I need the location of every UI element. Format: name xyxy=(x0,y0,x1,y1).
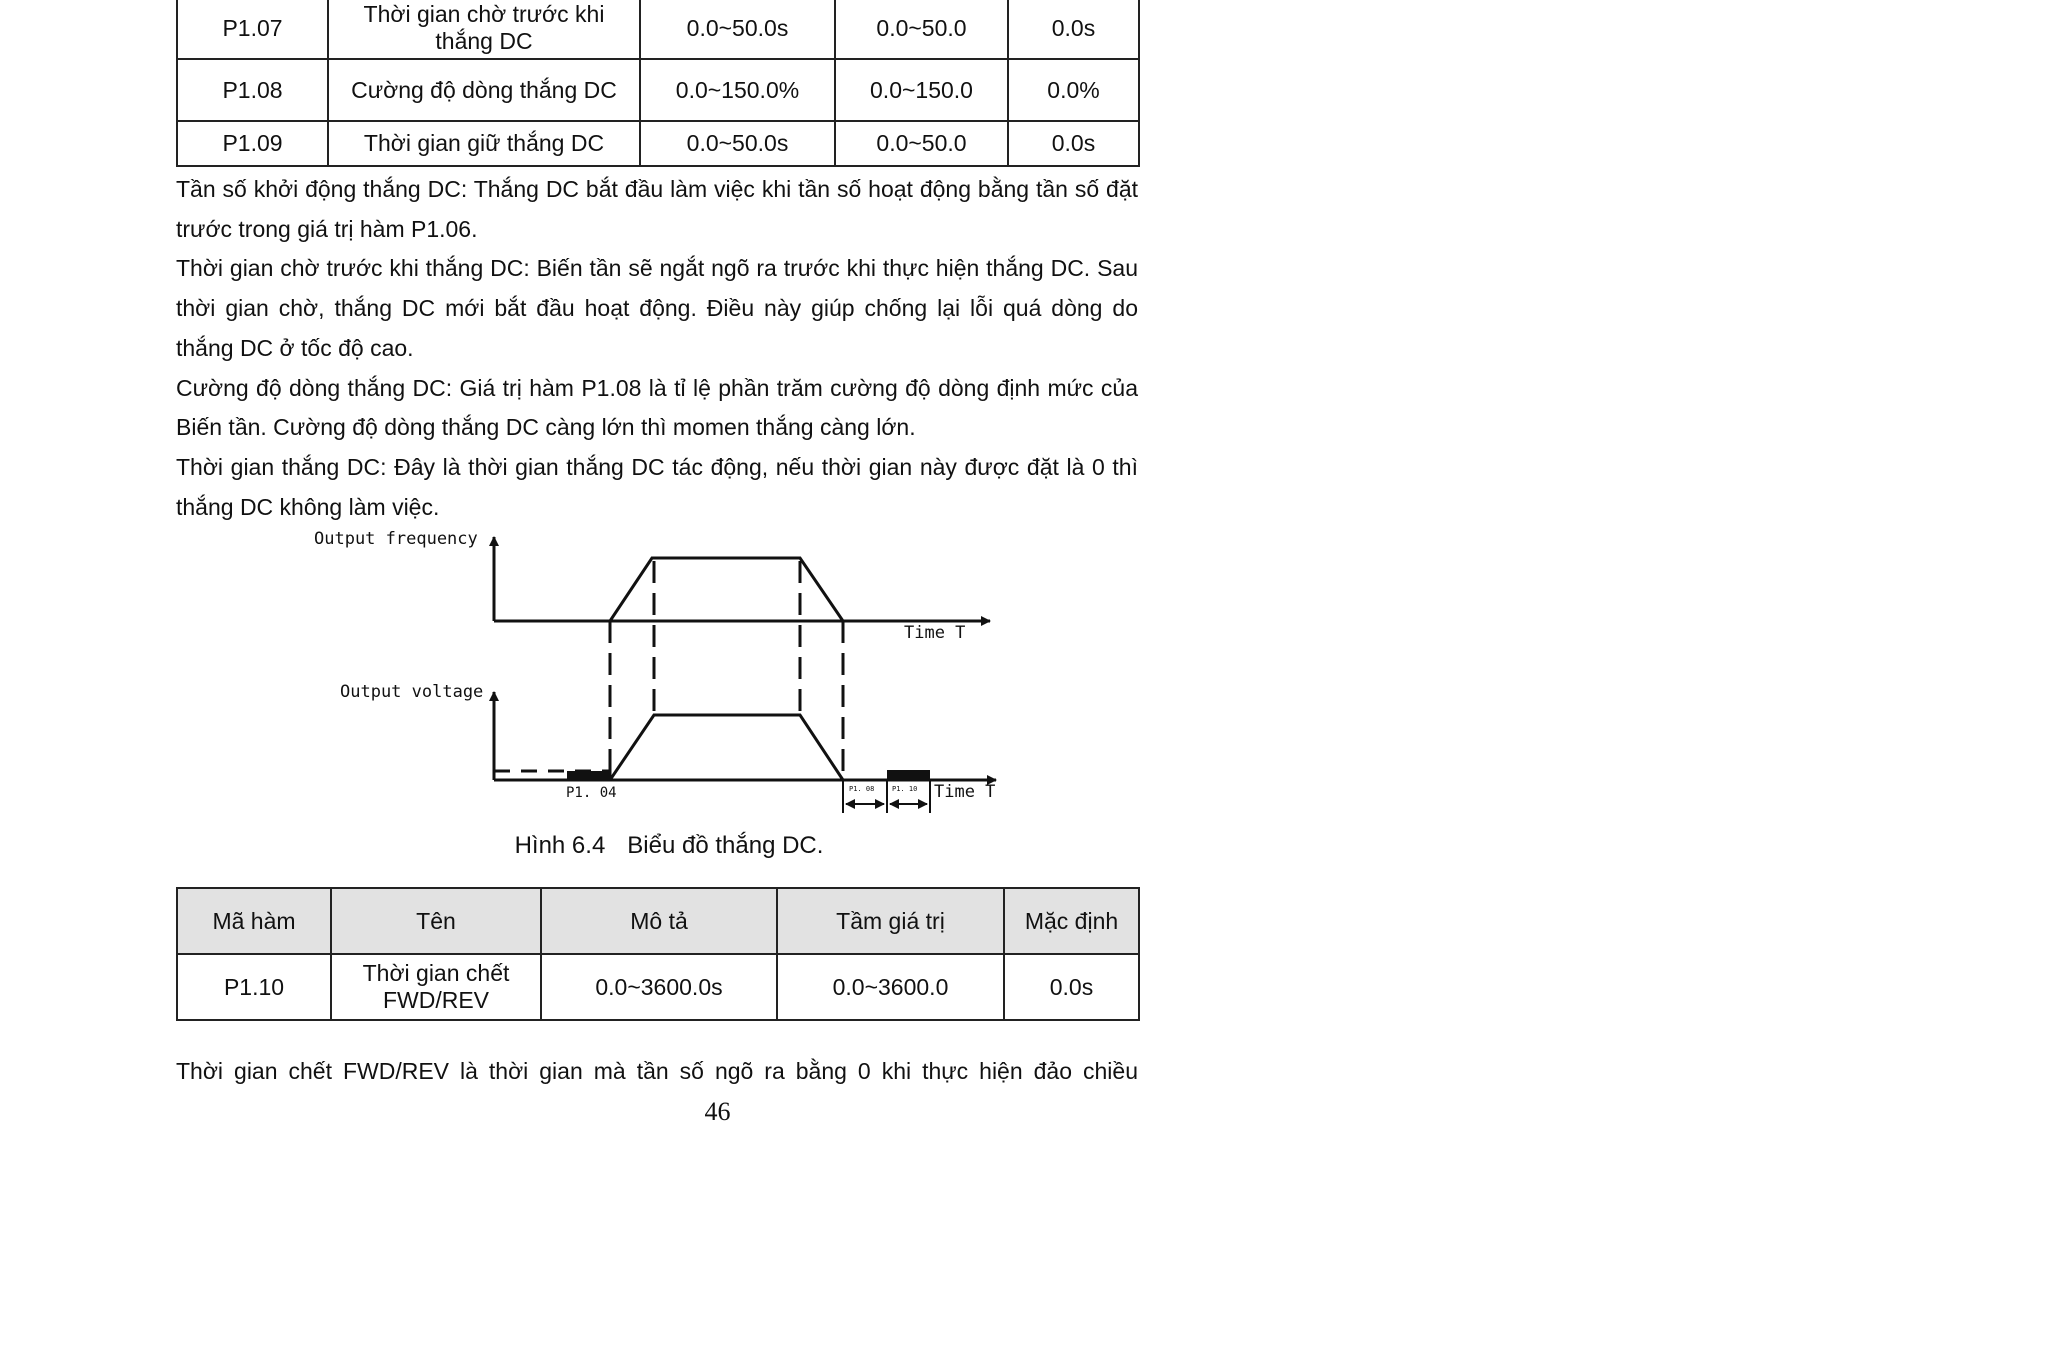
paragraph: Tần số khởi động thắng DC: Thắng DC bắt đầu làm việc khi tần số hoạt động bằng tần số đặt trước trong giá trị hàm P1.06. xyxy=(176,176,1138,242)
table-row xyxy=(177,0,1139,59)
table-cell: 0.0% xyxy=(1008,59,1139,121)
table-cell: 0.0~3600.0s xyxy=(541,954,777,1020)
output-frequency-label: Output frequency xyxy=(314,529,478,549)
table-header-cell: Tên xyxy=(331,888,541,954)
voltage-curve xyxy=(610,715,843,780)
table-cell: 0.0s xyxy=(1008,0,1139,59)
figure-caption xyxy=(176,832,1162,860)
table-cell: 0.0~50.0s xyxy=(640,0,835,59)
table-row xyxy=(177,59,1139,121)
figure-number: Hình 6.4 xyxy=(514,832,606,859)
parameter-table-bottom xyxy=(176,887,1140,1021)
table-cell: P1.09 xyxy=(177,121,328,166)
table-header-cell: Mô tả xyxy=(541,888,777,954)
stop-braking-block xyxy=(887,770,930,780)
table-cell: 0.0s xyxy=(1008,121,1139,166)
table-cell: P1.10 xyxy=(177,954,331,1020)
frequency-curve xyxy=(610,558,843,621)
paragraph: Thời gian thắng DC: Đây là thời gian thắng DC tác động, nếu thời gian này được đặt là 0 thì thắng DC không làm việc. xyxy=(176,453,1138,520)
table-row xyxy=(177,121,1139,166)
page-number: 46 xyxy=(704,1097,731,1126)
time-label-top: Time T xyxy=(904,623,966,643)
p108-label: P1. 08 xyxy=(849,785,875,793)
table-header-row xyxy=(177,888,1139,954)
table-cell: 0.0~150.0 xyxy=(835,59,1008,121)
table-cell: Thời gian chờ trước khi thắng DC xyxy=(328,0,640,59)
table-cell: Cường độ dòng thắng DC xyxy=(328,59,640,121)
continuing-text: Thời gian chết FWD/REV là thời gian mà tần số ngõ ra bằng 0 khi thực hiện đảo chiều xyxy=(176,1058,1138,1084)
time-label-bottom: Time T xyxy=(934,782,996,802)
dc-braking-diagram xyxy=(290,525,1010,825)
body-text xyxy=(176,170,1138,527)
p104-label: P1. 04 xyxy=(566,785,617,801)
figure-title: Biểu đồ thắng DC. xyxy=(627,832,824,859)
start-braking-block xyxy=(567,771,610,780)
table-cell: Thời gian chết FWD/REV xyxy=(331,954,541,1020)
table-header-cell: Tầm giá trị xyxy=(777,888,1004,954)
table-cell: 0.0~50.0s xyxy=(640,121,835,166)
parameter-table-top xyxy=(176,0,1140,167)
table-cell: P1.08 xyxy=(177,59,328,121)
table-cell: P1.07 xyxy=(177,0,328,59)
paragraph: Cường độ dòng thắng DC: Giá trị hàm P1.08 là tỉ lệ phần trăm cường độ dòng định mức của Biến tần. Cường độ dòng thắng DC càng lớn thì momen thắng càng lớn. xyxy=(176,374,1138,441)
table-cell: Thời gian giữ thắng DC xyxy=(328,121,640,166)
paragraph: Thời gian chờ trước khi thắng DC: Biến tần sẽ ngắt ngõ ra trước khi thực hiện thắng DC. Sau thời gian chờ, thắng DC mới bắt đầu hoạt động. Điều này giúp chống lại lỗi quá dòng do thắng DC ở tốc độ cao. xyxy=(176,255,1138,361)
table-cell: 0.0~50.0 xyxy=(835,0,1008,59)
output-voltage-label: Output voltage xyxy=(340,682,484,702)
table-cell: 0.0~150.0% xyxy=(640,59,835,121)
table-row xyxy=(177,954,1139,1020)
p110-label: P1. 10 xyxy=(892,785,918,793)
table-cell: 0.0s xyxy=(1004,954,1139,1020)
table-header-cell: Mặc định xyxy=(1004,888,1139,954)
table-cell: 0.0~50.0 xyxy=(835,121,1008,166)
table-header-cell: Mã hàm xyxy=(177,888,331,954)
table-cell: 0.0~3600.0 xyxy=(777,954,1004,1020)
